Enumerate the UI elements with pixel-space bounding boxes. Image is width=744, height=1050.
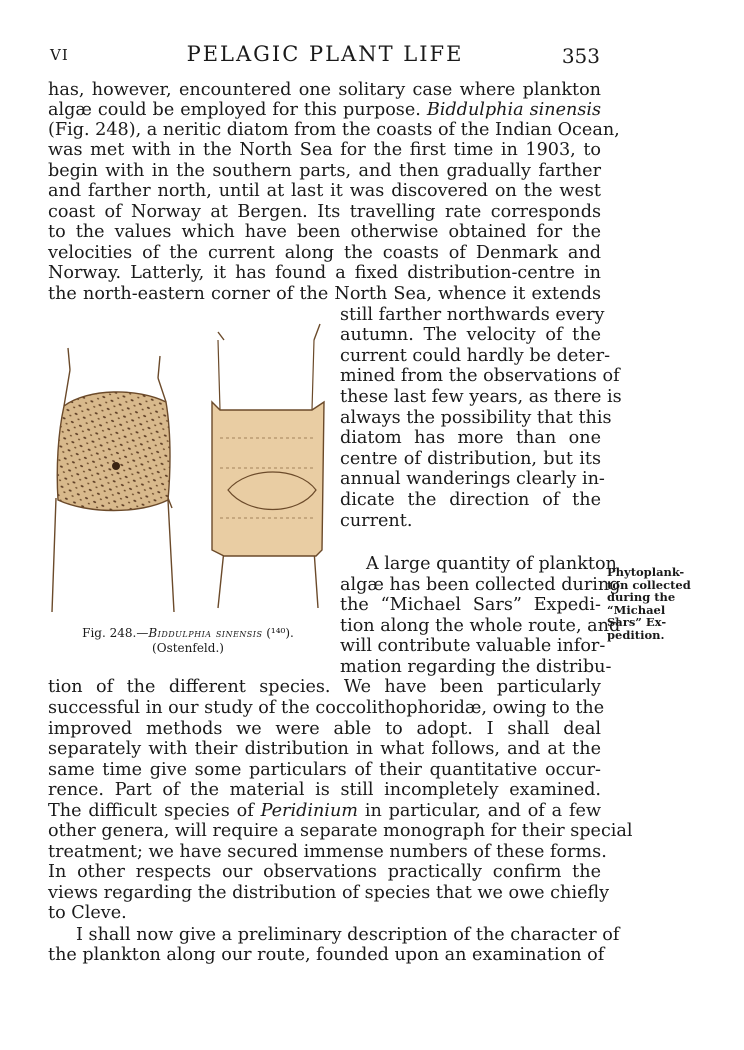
text-run: The difficult species of	[48, 801, 254, 821]
caption-line	[48, 626, 328, 641]
text-line: was met with in the North Sea for the first time in 1903, to	[48, 140, 601, 160]
margin-note-line: Sars” Ex-	[607, 615, 667, 629]
text-line: dicate the direction of the	[340, 490, 601, 510]
text-line: tion of the different species. We have been particularly	[48, 677, 601, 697]
caption-species-name: Biddulphia sinensis	[148, 626, 263, 640]
text-line: always the possibility that this	[340, 408, 612, 428]
text-line: other genera, will require a separate monograph for their special	[48, 821, 633, 841]
text-run: in particular, and of a few	[364, 801, 602, 821]
text-line: centre of distribution, but its	[340, 449, 601, 469]
margin-note	[607, 566, 697, 641]
text-line: I shall now give a preliminary description of the character of	[76, 925, 620, 945]
text-line: and farther north, until at last it was discovered on the west	[48, 181, 601, 201]
text-line: views regarding the distribution of species that we owe chiefly	[48, 883, 610, 903]
text-line: these last few years, as there is	[340, 387, 622, 407]
text-line: current could hardly be deter-	[340, 346, 611, 366]
text-line: coast of Norway at Bergen. Its travelling rate corresponds	[48, 202, 601, 222]
caption-prefix: Fig. 248.—	[82, 626, 149, 640]
text-line: mined from the observations of	[340, 366, 620, 386]
margin-note-line: Phytoplank-	[607, 565, 685, 579]
text-line: to the values which have been otherwise obtained for the	[48, 222, 601, 242]
text-line: still farther northwards every	[340, 305, 605, 325]
text-line: rence. Part of the material is still incompletely examined.	[48, 780, 601, 800]
diatom-side-view	[212, 324, 324, 608]
text-line: the “Michael Sars” Expedi-	[340, 595, 601, 615]
chapter-number: VI	[50, 46, 69, 64]
caption-credit: (Ostenfeld.)	[152, 641, 224, 655]
text-line: A large quantity of plankton	[366, 554, 617, 574]
text-line: treatment; we have secured immense numbers of these forms.	[48, 842, 607, 862]
margin-note-line: ton collected	[607, 577, 691, 592]
text-line: begin with in the southern parts, and then gradually farther	[48, 161, 601, 181]
text-line: improved methods we were able to adopt. I shall deal	[48, 719, 601, 739]
text-line: same time give some particulars of their quantitative occur-	[48, 760, 601, 780]
text-line: In other respects our observations practically confirm the	[48, 862, 601, 882]
text-line: mation regarding the distribu-	[340, 657, 612, 677]
species-name-italic: Biddulphia sinensis	[426, 100, 602, 120]
genus-name-italic: Peridinium	[260, 801, 358, 821]
text-line: the plankton along our route, founded upon an examination of	[48, 945, 605, 965]
text-line: tion along the whole route, and	[340, 616, 621, 636]
biddulphia-figure	[48, 318, 328, 658]
caption-scale: (¹⁴⁰).	[266, 626, 294, 640]
running-title: PELAGIC PLANT LIFE	[186, 42, 464, 66]
margin-note-line: during the	[607, 590, 676, 604]
margin-note-line: “Michael	[607, 602, 666, 617]
text-line: successful in our study of the coccolithophoridæ, owing to the	[48, 698, 605, 718]
text-line: autumn. The velocity of the	[340, 325, 601, 345]
text-line: diatom has more than one	[340, 428, 601, 448]
diatom-top-view	[52, 348, 174, 612]
text-line: separately with their distribution in what follows, and at the	[48, 739, 601, 759]
text-line	[48, 100, 601, 120]
running-header	[50, 42, 600, 72]
text-line: to Cleve.	[48, 903, 127, 923]
text-line: annual wanderings clearly in-	[340, 469, 605, 489]
text-run: algæ could be employed for this purpose.	[48, 100, 421, 120]
text-line: has, however, encountered one solitary case where plankton	[48, 80, 601, 100]
text-line: algæ has been collected during	[340, 575, 621, 595]
text-line: Norway. Latterly, it has found a fixed distribution-centre in	[48, 263, 601, 283]
text-line: current.	[340, 511, 413, 531]
text-line: will contribute valuable infor-	[340, 636, 606, 656]
margin-note-line: pedition.	[607, 627, 665, 642]
text-line: (Fig. 248), a neritic diatom from the coasts of the Indian Ocean,	[48, 120, 620, 140]
text-line: the north-eastern corner of the North Sea, whence it extends	[48, 284, 601, 304]
text-line	[48, 801, 601, 821]
figure-caption	[48, 626, 328, 656]
text-line: velocities of the current along the coasts of Denmark and	[48, 243, 601, 263]
page-number: 353	[561, 44, 600, 68]
